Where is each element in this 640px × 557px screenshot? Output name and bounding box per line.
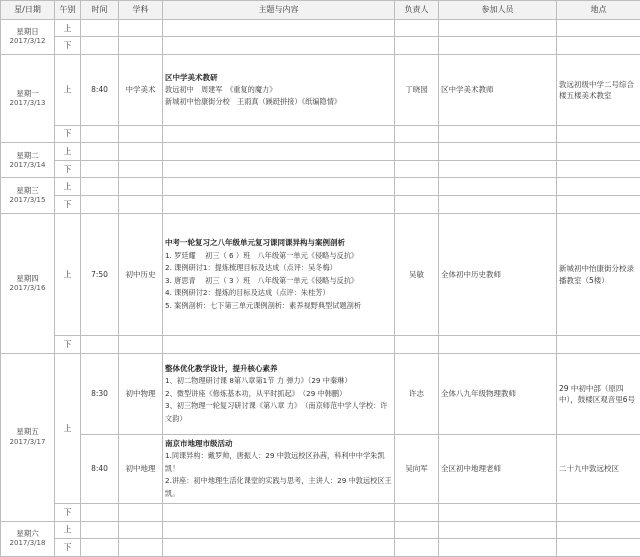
topic-line: 2. 课例研讨1：提炼梳理目标及达成（点评：吴冬梅） [165, 263, 337, 273]
subject-cell: 初中地理 [119, 434, 163, 503]
am-cell: 上 [55, 521, 81, 539]
attendees-cell: 全区初中地理老师 [439, 434, 557, 503]
am-cell: 上 [55, 143, 81, 161]
table-row [1, 160, 640, 178]
topic-line: 新城初中怡康街分校 王雨真（蹊跹拼接）《纸编隐情》 [165, 97, 342, 107]
table-row [1, 143, 640, 161]
topic-title: 南京市地理市级活动 [165, 439, 233, 449]
table-row [1, 196, 640, 214]
topic-line: 敦远初中 周建军 《重复的魔力》 [165, 84, 277, 94]
attendees-cell: 全体八九年级物理教师 [439, 353, 557, 434]
col-header-lead: 负责人 [395, 1, 439, 20]
day-cell-monday [1, 54, 55, 142]
day-cell-friday [1, 353, 55, 521]
topic-cell [163, 434, 395, 503]
day-date: 2017/3/12 [9, 37, 46, 46]
col-header-date: 星/日期 [1, 1, 55, 20]
col-header-topic: 主题与内容 [163, 1, 395, 20]
day-cell-saturday [1, 521, 55, 556]
lead-cell: 丁晓园 [395, 54, 439, 125]
day-cell-thursday [1, 213, 55, 353]
lead-cell: 许志 [395, 353, 439, 434]
place-cell: 29 中初中部（原四中），鼓楼区观音里6号 [557, 353, 640, 434]
day-cell-tuesday [1, 143, 55, 178]
day-name: 星期三 [16, 185, 39, 195]
topic-line: 2.讲座：初中地理生活化课堂的实践与思考，主讲人：29 中敦远校区王凯。 [165, 476, 392, 499]
col-header-attendees: 参加人员 [439, 1, 557, 20]
time-cell: 7:50 [81, 213, 119, 336]
col-header-place: 地点 [557, 1, 640, 20]
topic-title: 区中学美术教研 [165, 72, 218, 82]
day-cell-wednesday [1, 178, 55, 213]
topic-line: 4. 课例研讨2：提炼的目标及达成（点评：朱桂芳） [165, 288, 330, 298]
time-cell: 8:30 [81, 353, 119, 434]
table-row [1, 434, 640, 503]
table-row [1, 19, 640, 37]
topic-line: 3、初三物理一轮复习研讨课《第八章 力》 （南京师范中学人学校：许文韵） [165, 401, 388, 424]
topic-line: 3. 唐思青 初三（ 3 ）班 八年级第一单元《侵略与反抗》 [165, 275, 359, 285]
topic-line: 1、初二物理研讨课 8第八章第1节 力 弹力》（29 中秦琳） [165, 376, 352, 386]
day-date: 2017/3/17 [9, 437, 46, 446]
pm-cell: 下 [55, 125, 81, 143]
place-cell: 二十九中敦远校区 [557, 434, 640, 503]
am-cell: 上 [55, 54, 81, 125]
table-row [1, 336, 640, 354]
am-cell: 上 [55, 19, 81, 37]
topic-title: 中考一轮复习之八年级单元复习课同课异构与案例剖析 [165, 238, 345, 248]
time-cell: 8:40 [81, 434, 119, 503]
table-row [1, 503, 640, 521]
day-date: 2017/3/14 [9, 160, 46, 169]
table-row [1, 521, 640, 539]
subject-cell: 初中物理 [119, 353, 163, 434]
pm-cell: 下 [55, 336, 81, 354]
day-name: 星期五 [16, 427, 39, 437]
col-header-subject: 学科 [119, 1, 163, 20]
topic-line: 2、微型讲座《修炼基本功，从平时抓起》 （29 中韩鹏） [165, 388, 347, 398]
day-name: 星期四 [16, 273, 39, 283]
am-cell: 上 [55, 178, 81, 196]
pm-cell: 下 [55, 37, 81, 55]
table-row [1, 178, 640, 196]
col-header-ampm: 午别 [55, 1, 81, 20]
lead-cell: 吴敏 [395, 213, 439, 336]
day-date: 2017/3/13 [9, 98, 46, 107]
table-row [1, 37, 640, 55]
place-cell: 新城初中怡康街分校录播教室（5楼） [557, 213, 640, 336]
header-row [1, 1, 640, 20]
col-header-time: 时间 [81, 1, 119, 20]
am-cell: 上 [55, 353, 81, 503]
day-name: 星期日 [16, 27, 39, 37]
table-row [1, 54, 640, 125]
pm-cell: 下 [55, 196, 81, 214]
place-cell: 敦远初级中学二号综合楼五楼美术教室 [557, 54, 640, 125]
day-date: 2017/3/15 [9, 195, 46, 204]
topic-line: 5. 案例剖析：七下第三单元课例剖析：素养视野典型试题剖析 [165, 300, 362, 310]
topic-title: 整体优化教学设计，提升核心素养 [165, 364, 278, 374]
subject-cell: 初中历史 [119, 213, 163, 336]
topic-line: 1.同课异构：戴罗帅，唐振人：29 中敦远校区孙茜，科利中中学朱凯凯！ [165, 451, 385, 473]
subject-cell: 中学美术 [119, 54, 163, 125]
table-row [1, 539, 640, 557]
day-date: 2017/3/16 [9, 283, 46, 292]
topic-cell [163, 353, 395, 434]
pm-cell: 下 [55, 539, 81, 557]
am-cell: 上 [55, 213, 81, 336]
day-name: 星期六 [16, 529, 39, 538]
table-row [1, 213, 640, 336]
pm-cell: 下 [55, 160, 81, 178]
topic-cell [163, 54, 395, 125]
pm-cell: 下 [55, 503, 81, 521]
attendees-cell: 全体初中历史教师 [439, 213, 557, 336]
topic-cell [163, 213, 395, 336]
table-row [1, 125, 640, 143]
day-name: 星期一 [16, 88, 39, 98]
attendees-cell: 区中学美术教师 [439, 54, 557, 125]
topic-line: 1. 罗廷耀 初三（ 6 ）班 八年级第一单元《侵略与反抗》 [165, 250, 359, 260]
day-cell-sunday [1, 19, 55, 54]
day-name: 星期二 [16, 150, 39, 160]
time-cell: 8:40 [81, 54, 119, 125]
lead-cell: 吴向军 [395, 434, 439, 503]
day-date: 2017/3/18 [9, 539, 46, 548]
table-row [1, 353, 640, 434]
